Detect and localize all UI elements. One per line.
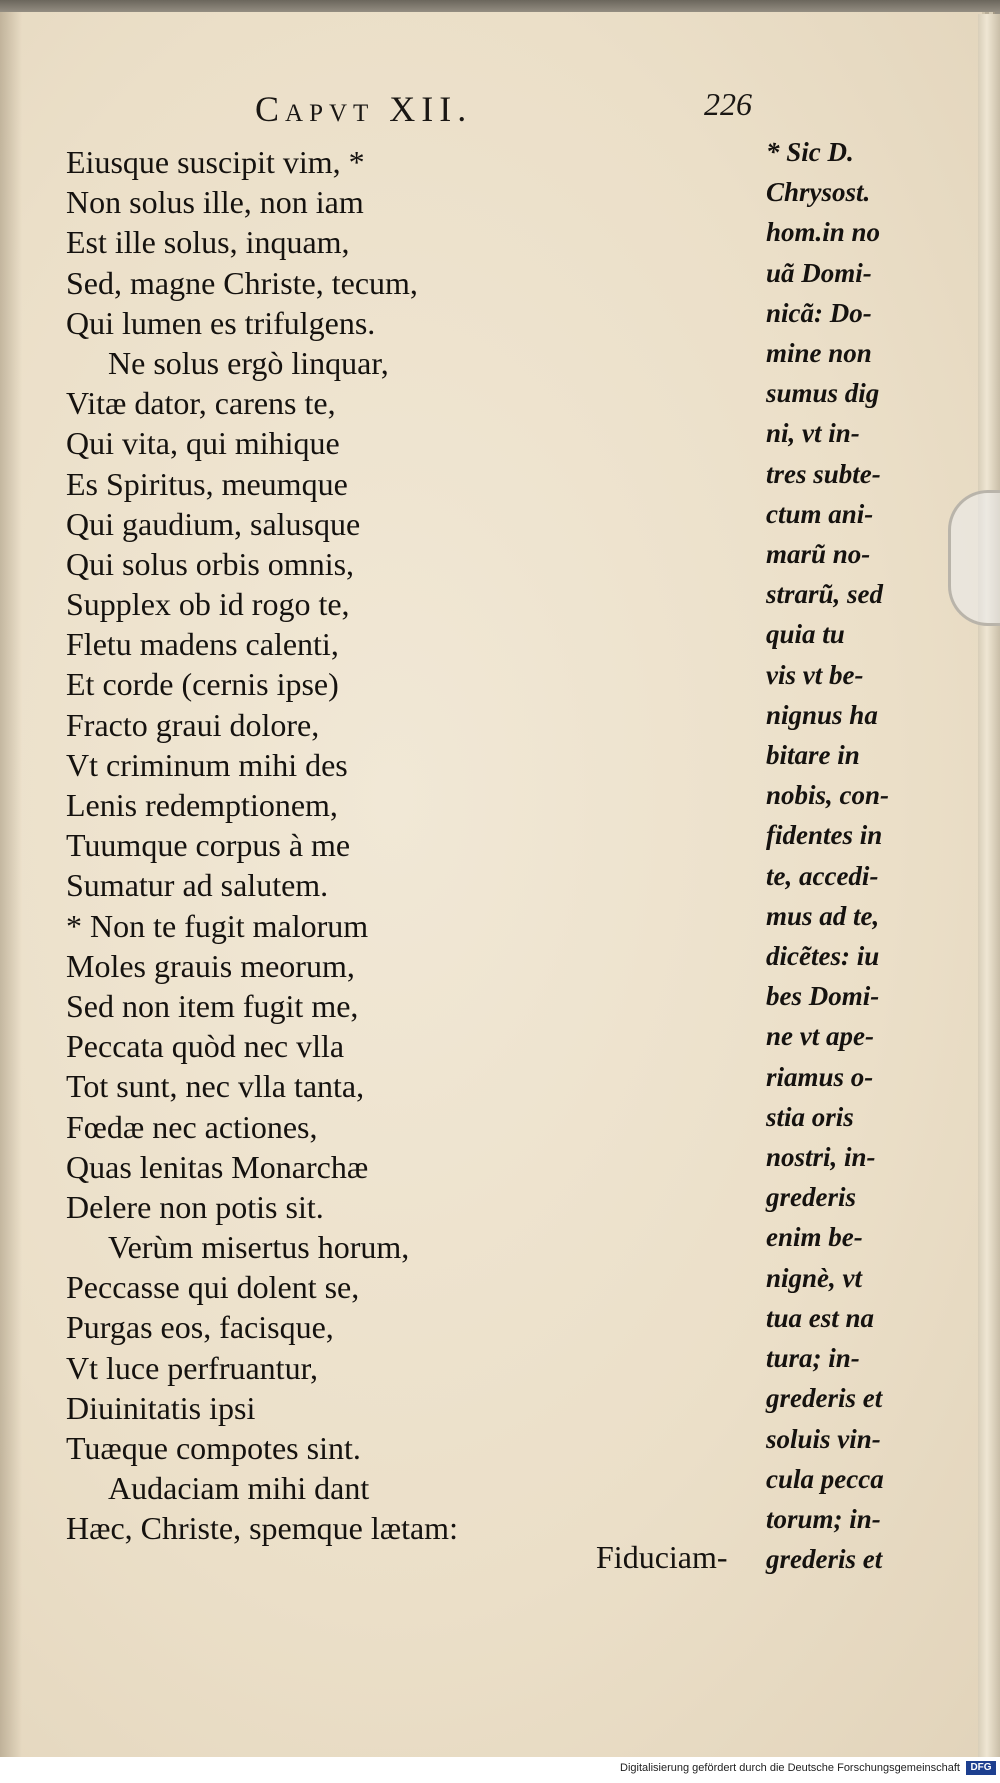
margin-note-line: cula pecca: [766, 1463, 884, 1494]
margin-note-line: grederis et: [766, 1544, 883, 1575]
margin-note-line: grederis et: [766, 1383, 883, 1414]
page-clip: [948, 490, 1000, 626]
margin-note-line: nobis, con-: [766, 780, 890, 811]
margin-note-line: mine non: [766, 338, 872, 369]
poem-line: Fracto graui dolore,: [66, 706, 320, 743]
margin-note-line: tua est na: [766, 1302, 875, 1333]
margin-note-line: riamus o-: [766, 1061, 874, 1092]
margin-note-line: te, accedi-: [766, 860, 879, 891]
margin-note-line: bes Domi-: [766, 981, 880, 1012]
poem-line: Es Spiritus, meumque: [66, 465, 348, 502]
poem-line: Non solus ille, non iam: [66, 184, 364, 221]
margin-note-line: stia oris: [766, 1101, 854, 1132]
running-head: Capvt XII.: [255, 89, 473, 129]
poem-line: Delere non potis sit.: [66, 1188, 324, 1225]
poem-line: Quas lenitas Monarchæ: [66, 1148, 369, 1185]
margin-note-line: dicẽtes: iu: [766, 941, 880, 972]
poem-line: Vt criminum mihi des: [66, 746, 348, 783]
margin-note-line: uã Domi-: [766, 257, 872, 288]
poem-line: Peccasse qui dolent se,: [66, 1269, 360, 1306]
poem-line: * Non te fugit malorum: [66, 907, 369, 944]
poem-line: Et corde (cernis ipse): [66, 666, 339, 703]
margin-note-line: Chrysost.: [766, 177, 871, 208]
poem-line: Sumatur ad salutem.: [66, 867, 329, 904]
margin-note-line: fidentes in: [766, 820, 883, 851]
poem-line: Supplex ob id rogo te,: [66, 586, 350, 623]
margin-note-line: sumus dig: [766, 378, 880, 409]
margin-note-line: tres subte-: [766, 458, 881, 489]
margin-note-line: nignus ha: [766, 699, 878, 730]
poem-line: Verùm misertus horum,: [108, 1229, 410, 1266]
poem-line: Hæc, Christe, spemque lætam:: [66, 1510, 458, 1547]
margin-note-line: bitare in: [766, 740, 860, 771]
margin-note-line: quia tu: [766, 619, 845, 650]
poem-line: Vt luce perfruantur,: [66, 1349, 318, 1386]
margin-note: [766, 132, 889, 1579]
poem-line: Vitæ dator, carens te,: [66, 385, 336, 422]
margin-note-line: ctum ani-: [766, 498, 874, 529]
poem-line: Qui lumen es trifulgens.: [66, 304, 376, 341]
margin-note-line: soluis vin-: [766, 1423, 881, 1454]
catchword: Fiduciam-: [596, 1539, 728, 1575]
margin-note-line: nignè, vt: [766, 1262, 863, 1293]
margin-note-line: strarũ, sed: [766, 579, 884, 610]
margin-note-line: vis vt be-: [766, 659, 864, 690]
margin-note-line: ni, vt in-: [766, 418, 860, 449]
poem-line: Moles grauis meorum,: [66, 947, 355, 984]
poem-line: Qui gaudium, salusque: [66, 505, 361, 542]
poem-line: Ne solus ergò linquar,: [108, 344, 389, 381]
margin-note-line: enim be-: [766, 1222, 863, 1253]
poem-line: Peccata quòd nec vlla: [66, 1028, 345, 1065]
margin-note-line: mus ad te,: [766, 900, 880, 931]
page-fore-edge: [978, 14, 1000, 1757]
margin-note-line: tura; in-: [766, 1343, 860, 1374]
page-number: 226: [704, 86, 752, 122]
margin-note-line: nicã: Do-: [766, 297, 872, 328]
poem-line: Purgas eos, facisque,: [66, 1309, 334, 1346]
margin-note-line: marũ no-: [766, 539, 871, 570]
margin-note-line: hom.in no: [766, 217, 881, 248]
margin-note-line: torum; in-: [766, 1503, 881, 1534]
poem-line: Tot sunt, nec vlla tanta,: [66, 1068, 365, 1105]
poem-line: Fletu madens calenti,: [66, 626, 339, 663]
digitization-credit: Digitalisierung gefördert durch die Deutsche Forschungsgemeinschaft: [620, 1762, 960, 1774]
poem-line: Diuinitatis ipsi: [66, 1389, 256, 1426]
poem-line: Qui vita, qui mihique: [66, 425, 340, 462]
margin-note-line: grederis: [766, 1182, 856, 1213]
margin-note-line: ne vt ape-: [766, 1021, 874, 1052]
poem-line: Lenis redemptionem,: [66, 787, 338, 823]
poem-line: Audaciam mihi dant: [108, 1470, 370, 1507]
poem-text: [66, 142, 458, 1549]
poem-line: Tuumque corpus à me: [66, 827, 351, 864]
poem-line: Sed, magne Christe, tecum,: [66, 264, 418, 301]
margin-note-line: nostri, in-: [766, 1142, 876, 1173]
poem-line: Tuæque compotes sint.: [66, 1430, 361, 1466]
margin-note-line: * Sic D.: [766, 137, 854, 167]
dfg-logo: DFG: [966, 1761, 996, 1775]
poem-line: Fœdæ nec actiones,: [66, 1108, 318, 1145]
poem-line: Qui solus orbis omnis,: [66, 545, 355, 582]
poem-line: Est ille solus, inquam,: [66, 224, 350, 261]
page-gutter-shadow: [0, 12, 22, 1757]
poem-line: Eiusque suscipit vim, *: [66, 144, 365, 180]
poem-line: Sed non item fugit me,: [66, 987, 359, 1024]
